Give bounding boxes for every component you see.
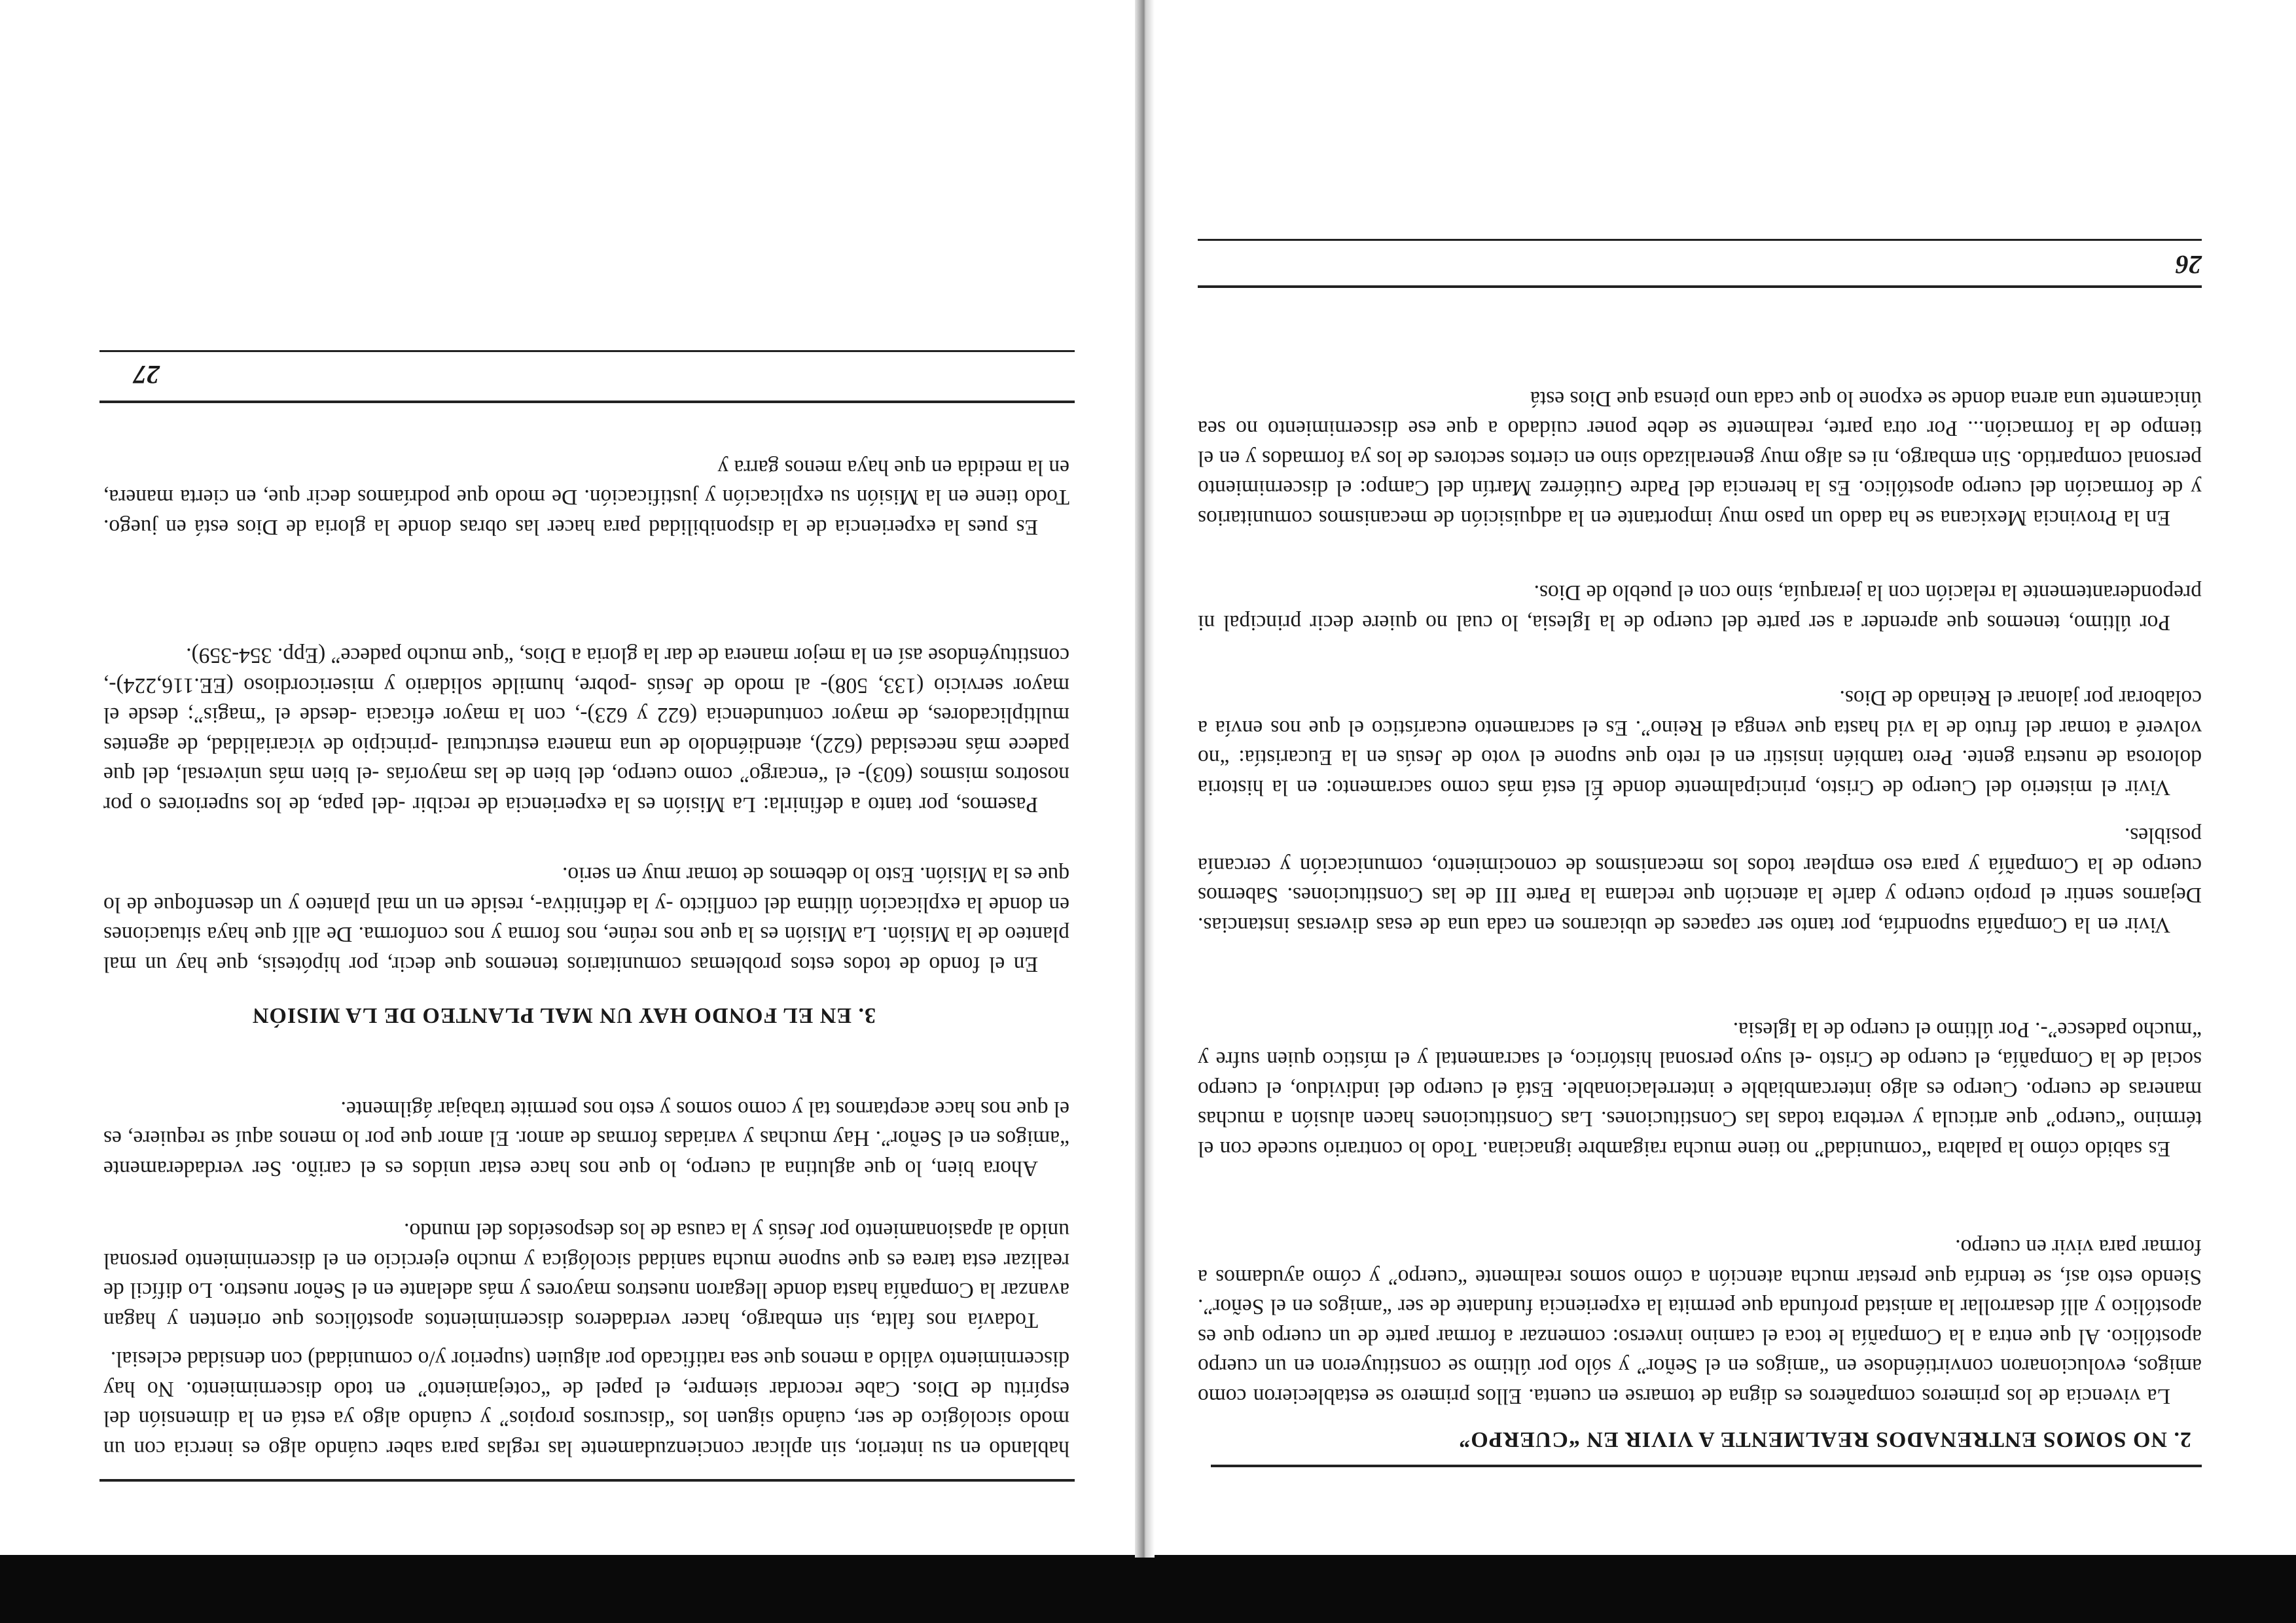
section-heading-2: 2. NO SOMOS ENTRENADOS REALMENTE A VIVIR EN “CUERPO” xyxy=(1458,1427,2191,1452)
bottom-rule xyxy=(99,401,1075,403)
page-27 xyxy=(0,0,1135,1555)
footer-rule xyxy=(1198,239,2202,241)
paragraph: hablando en su interior, sin aplicar concienzudamente las reglas para saber cuándo algo es inercia con un modo sicológico de ser, cuándo siguen los “discursos propios” y cuándo algo ya está en la dimensión del espíritu de Dios. Cabe recordar siempre, el papel de “cotejamiento” en todo discernimiento. No hay discernimiento válido a menos que sea ratificado por alguien (superior y/o comunidad) con densidad eclesial. xyxy=(103,1347,1069,1461)
paragraph: Vivir en la Compañía supondría, por tanto ser capaces de ubicarnos en cada una de esas diversas instancias. Dejarnos sentir el propio cuerpo y darle la atención que reclama la Parte III de las Constituciones. Sabernos cuerpo de la Compañía y para eso emplear todos los mecanismos de conocimiento, comunicación y cercanía posibles. xyxy=(1198,823,2202,937)
page-number: 26 xyxy=(2176,250,2202,279)
book-gutter xyxy=(1135,0,1155,1558)
top-rule xyxy=(99,1479,1075,1482)
footer-rule xyxy=(99,350,1075,352)
section-heading-3: 3. EN EL FONDO HAY UN MAL PLANTEO DE LA MISIÓN xyxy=(251,1003,876,1027)
paragraph: Ahora bien, lo que aglutina al cuerpo, lo que nos hace estar unidos es el cariño. Ser verdaderamente “amigos en el Señor”. Hay muchas y variadas formas de amor. El amor que por lo menos aquí se requiere, es el que nos hace aceptarnos tal y como somos y esto nos permite trabajar ágilmente. xyxy=(103,1096,1069,1181)
paragraph: En la Provincia Mexicana se ha dado un paso muy importante en la adquisición de mecanismos comunitarios y de formación del cuerpo apostólico. Es la herencia del Padre Gutiérrez Martín del Campo: el discernimiento personal compartido. Sin embargo, ni es algo muy generalizado sino en ciertos sectores de los ya formados y en el tiempo de la formación... Por otra parte, realmente se debe poner cuidado a que ese discernimiento no sea únicamente una arena donde se expone lo que cada uno piensa que Dios está xyxy=(1198,386,2202,530)
paragraph: La vivencia de los primeros compañeros es digna de tomarse en cuenta. Ellos primero se establecieron como amigos, evolucionaron convirtiéndose en “amigos en el Señor” y sólo por último se constituyeron en un cuerpo apostólico. Al que entra a la Compañía le toca el camino inverso: comenzar a formar parte de un cuerpo que es apostólico y allí desarrollar la amistad profunda que permita la experiencia fundante de ser “amigos en el Señor”. Siendo esto así, se tendría que prestar mucha atención a cómo somos realmente “cuerpo” y cómo ayudamos a formar para vivir en cuerpo. xyxy=(1198,1235,2202,1408)
scanner-edge-shadow xyxy=(0,1555,2296,1623)
paragraph: Es sabido cómo la palabra “comunidad” no tiene mucha raigambre ignaciana. Todo lo contrario sucede con el término “cuerpo” que articula y vertebra todas las Constituciones. Las Constituciones hacen alusión a muchas maneras de cuerpo. Cuerpo es algo intercambiable e interrelacionable. Está el cuerpo del individuo, el cuerpo social de la Compañía, el cuerpo de Cristo -el suyo personal histórico, el sacramental y el místico quien sufre y “mucho padesce”-. Por último el cuerpo de la Iglesia. xyxy=(1198,1017,2202,1161)
paragraph: Todavía nos falta, sin embargo, hacer verdaderos discernimientos apostólicos que orienten y hagan avanzar la Compañía hasta donde llegaron nuestros mayores y más adelante en el Señor nuestro. Lo difícil de realizar esta tarea es que supone mucha sanidad sicológica y mucho ejercicio en el discernimiento personal unido al apasionamiento por Jesús y la causa de los desposeídos del mundo. xyxy=(103,1219,1069,1332)
page-number: 27 xyxy=(134,360,160,389)
paragraph: Pasemos, por tanto a definirla: La Misión es la experiencia de recibir -del papa, de los superiores o por nosotros mismos (603)- el “encargo” como cuerpo, del bien de las mayorías -el bien más universal, del que padece más necesidad (622), atendiéndolo de una manera estructural -principio de vicarialidad, de agentes multiplicadores, de mayor contundencia (622 y 623)-, con la mayor eficacia -desde el “magis”; desde el mayor servicio (133, 508)- al modo de Jesús -pobre, humilde solidario y misericordioso (EE.116,224)-, constituyéndose así en la mejor manera de dar la gloria a Dios, “que mucho padece” (Epp. 354-359). xyxy=(103,643,1069,817)
paragraph: Es pues la experiencia de la disponibilidad para hacer las obras donde la gloria de Dios está en juego. Todo tiene en la Misión su explicación y justificación. De modo que podríamos decir que, en cierta manera, en la medida en que haya menos garra y xyxy=(103,455,1069,539)
page-26 xyxy=(1155,0,2296,1555)
paragraph: En el fondo de todos estos problemas comunitarios tenemos que decir, por hipótesis, que hay un mal planteo de la Misión. La Misión es la que nos reúne, nos forma y nos conforma. De allí que haya situaciones en donde la explicación última del conflicto -y la definitiva-, reside en un mal planteo y un desenfoque de lo que es la Misión. Esto lo debemos de tomar muy en serio. xyxy=(103,863,1069,976)
paragraph: Por último, tenemos que aprender a ser parte del cuerpo de la Iglesia, lo cual no quiere decir principal ni preponderantemente la relación con la jerarquía, sino con el pueblo de Dios. xyxy=(1198,580,2202,635)
bottom-rule xyxy=(1198,285,2202,288)
top-rule xyxy=(1211,1465,2202,1467)
paragraph: Vivir el misterio del Cuerpo de Cristo, principalmente donde Él está más como sacramento: en la historia dolorosa de nuestra gente. Pero también insistir en el reto que supone el voto de Jesús en la Eucaristía: “no volveré a tomar del fruto de la vid hasta que venga el Reino”. Es el sacramento eucarístico el que nos envía a colaborar por jalonar el Reinado de Dios. xyxy=(1198,686,2202,800)
